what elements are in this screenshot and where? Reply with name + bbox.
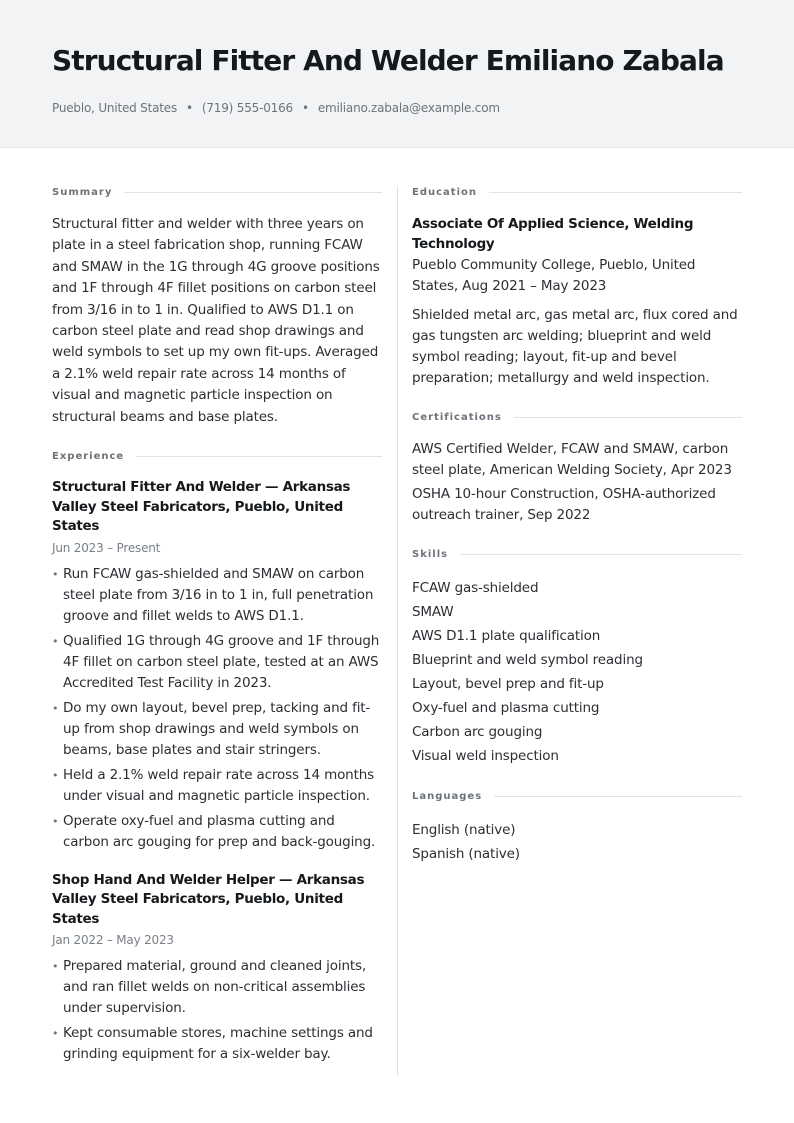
resume-body xyxy=(0,148,794,1087)
section-rule xyxy=(136,456,382,457)
contact-separator: • xyxy=(301,101,309,115)
summary-text: Structural fitter and welder with three years on plate in a steel fabrication shop, running FCAW and SMAW in the 1G through 4G groove positions and 1F through 4F fillet positions on carbon steel from 3/16 in to 1 in. Qualified to AWS D1.1 on carbon steel plate and read shop drawings and weld symbols to set up my own fit-ups. Averaged a 2.1% weld repair rate across 14 months of visual and magnetic particle inspection on structural beams and base plates. xyxy=(52,216,380,425)
skills-section xyxy=(412,548,742,768)
education-description: Shielded metal arc, gas metal arc, flux cored and gas tungsten arc welding; blueprint and weld symbol reading; layout, fit-up and bevel preparation; metallurgy and weld inspection. xyxy=(412,307,738,386)
skill-item: Visual weld inspection xyxy=(412,748,559,764)
job-bullet: • Run FCAW gas-shielded and SMAW on carbon steel plate from 3/16 in to 1 in, full penetration groove and fillet welds to AWS D1.1. xyxy=(52,564,382,627)
skill-item: Oxy-fuel and plasma cutting xyxy=(412,700,600,716)
contact-phone: (719) 555-0166 xyxy=(201,101,293,115)
section-rule xyxy=(460,554,742,555)
job-title: Structural Fitter And Welder — Arkansas Valley Steel Fabricators, Pueblo, United States xyxy=(52,479,351,535)
contact-line xyxy=(52,101,742,115)
job-bullet: • Qualified 1G through 4G groove and 1F through 4F fillet on carbon steel plate, tested at an AWS Accredited Test Facility in 2023. xyxy=(52,631,382,694)
certification-item: OSHA 10-hour Construction, OSHA-authorized outreach trainer, Sep 2022 xyxy=(412,486,716,523)
skill-item: SMAW xyxy=(412,604,454,620)
certifications-heading: Certifications xyxy=(412,411,502,423)
summary-heading: Summary xyxy=(52,186,113,198)
job-bullet: • Kept consumable stores, machine settings and grinding equipment for a six-welder bay. xyxy=(52,1023,382,1065)
skill-item: Blueprint and weld symbol reading xyxy=(412,652,643,668)
section-rule xyxy=(494,796,742,797)
skill-item: Layout, bevel prep and fit-up xyxy=(412,676,604,692)
skill-item: Carbon arc gouging xyxy=(412,724,543,740)
contact-location: Pueblo, United States xyxy=(52,101,177,115)
job-entry xyxy=(52,478,382,853)
skills-heading: Skills xyxy=(412,548,449,560)
right-column xyxy=(412,186,742,1087)
contact-separator: • xyxy=(186,101,193,115)
job-bullet: • Do my own layout, bevel prep, tacking and fit-up from shop drawings and weld symbols on beams, base plates and stair stringers. xyxy=(52,698,382,761)
section-rule xyxy=(124,192,382,193)
experience-heading: Experience xyxy=(52,450,125,462)
summary-section xyxy=(52,186,382,428)
certifications-section xyxy=(412,411,742,526)
language-item: Spanish (native) xyxy=(412,846,520,862)
job-dates: Jan 2022 – May 2023 xyxy=(52,933,174,948)
language-item: English (native) xyxy=(412,822,516,838)
job-dates: Jun 2023 – Present xyxy=(52,540,161,555)
job-title: Shop Hand And Welder Helper — Arkansas Valley Steel Fabricators, Pueblo, United States xyxy=(52,871,365,927)
education-section xyxy=(412,186,742,389)
skill-item: AWS D1.1 plate qualification xyxy=(412,628,601,644)
contact-email: emiliano.zabala@example.com xyxy=(317,101,500,115)
job-bullets xyxy=(52,564,382,853)
section-rule xyxy=(514,417,742,418)
job-bullet: • Held a 2.1% weld repair rate across 14 months under visual and magnetic particle inspection. xyxy=(52,765,382,807)
languages-section xyxy=(412,790,742,866)
job-bullet: • Operate oxy-fuel and plasma cutting and carbon arc gouging for prep and back-gouging. xyxy=(52,811,382,853)
job-bullet: • Prepared material, ground and cleaned joints, and ran fillet welds on non-critical assemblies under supervision. xyxy=(52,956,382,1019)
resume-header xyxy=(0,0,794,148)
left-column xyxy=(52,186,382,1087)
section-rule xyxy=(489,192,742,193)
column-divider xyxy=(397,186,398,1076)
experience-section xyxy=(52,450,382,1065)
education-degree: Associate Of Applied Science, Welding Technology xyxy=(412,216,694,252)
skill-item: FCAW gas-shielded xyxy=(412,580,539,596)
education-school: Pueblo Community College, Pueblo, United States, Aug 2021 – May 2023 xyxy=(412,257,696,294)
languages-heading: Languages xyxy=(412,790,483,802)
education-heading: Education xyxy=(412,186,477,198)
job-bullets xyxy=(52,956,382,1065)
certification-item: AWS Certified Welder, FCAW and SMAW, carbon steel plate, American Welding Society, Apr 2023 xyxy=(412,441,732,478)
candidate-name: Structural Fitter And Welder Emiliano Zabala xyxy=(52,44,724,77)
job-entry xyxy=(52,871,382,1066)
